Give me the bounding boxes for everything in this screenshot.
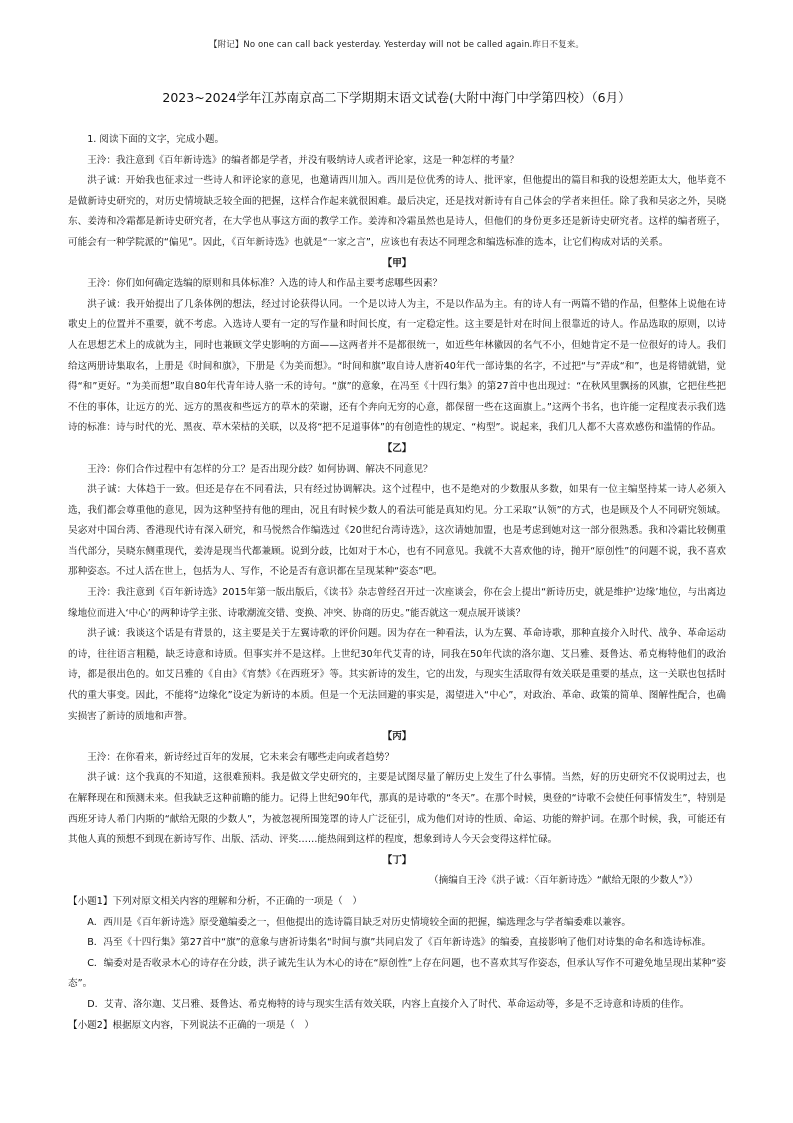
paragraph: 王泠：我注意到《百年新诗选》2015年第一版出版后，《读书》杂志曾经召开过一次座谈会，你在会上提出“新诗历史，就是维护‘边缘’地位，与出离边缘地位而进入‘中心’的两种诗学主张、诗歌潮流交错、变换、冲突、协商的历史。”能否就这一观点展开谈谈？ (68, 587, 726, 619)
paragraph: 王泠：你们如何确定选编的原则和具体标准？入选的诗人和作品主要考虑哪些因素？ (87, 278, 443, 290)
document-body (68, 130, 726, 1036)
section-marker-yi: 【乙】 (382, 442, 412, 454)
option-b: B．冯至《十四行集》第27首中“旗”的意象与唐祈诗集名“时间与旗”共同启发了《百年新诗选》的编委，直接影响了他们对诗集的命名和选诗标准。 (87, 937, 712, 949)
paragraph: 王泠：在你看来，新诗经过百年的发展，它未来会有哪些走向或者趋势？ (87, 751, 395, 763)
section-marker-bing: 【丙】 (382, 731, 412, 743)
page-title: 2023~2024学年江苏南京高二下学期期末语文试卷(大附中海门中学第四校）（6月） (162, 90, 631, 105)
page-header: 【附记】No one can call back yesterday. Yesterday will not be called again.昨日不复来。 (209, 40, 584, 50)
paragraph: 洪子诚：开始我也征求过一些诗人和评论家的意见，也邀请西川加入。西川是位优秀的诗人、批评家，但他提出的篇目和我的设想差距太大，他毕竟不是做新诗史研究的，对历史情境缺乏较全面的把握，这样合作起来就很困难。最后决定，还是找对新诗有自己体会的学者来担任。除了我和吴宓之外，吴晓东、姜涛和冷霜都是新诗史研究者，在大学也从事这方面的教学工作。姜涛和冷霜虽然也是诗人，但他们的身份更多还是新诗史研究者。这样的编者班子，可能会有一种学院派的“偏见”。因此，《百年新诗选》也就是“一家之言”，应该也有表达不同理念和编选标准的选本，让它们构成对话的关系。 (68, 175, 726, 248)
paragraph: 王泠：你们合作过程中有怎样的分工？是否出现分歧？如何协调、解决不同意见？ (87, 463, 433, 475)
question-1: 【小题1】下列对原文相关内容的理解和分析，不正确的一项是（ ） (68, 895, 362, 907)
question-2: 【小题2】根据原文内容，下列说法不正确的一项是（ ） (68, 1019, 314, 1031)
paragraph: 洪子诚：我谈这个话是有背景的，这主要是关于左翼诗歌的评价问题。因为存在一种看法，认为左翼、革命诗歌，那种直接介入时代、战争、革命运动的诗，往往语言粗糙，缺乏诗意和诗质。但事实并不是这样。上世纪30年代艾青的诗，同我在50年代读的洛尔迦、艾吕雅、聂鲁达、希克梅特他们的政治诗，都是很出色的。如艾吕雅的《自由》《宵禁》《在西班牙》等。其实新诗的发生，它的出发，与现实生活取得有效关联是重要的基点，这一关联也包括时代的重大事变。因此，不能将“边缘化”设定为新诗的本质。但是一个无法回避的事实是，渴望进入“中心”，对政治、革命、政策的简单、图解性配合，也确实损害了新诗的质地和声誉。 (68, 628, 726, 722)
section-marker-jia: 【甲】 (382, 257, 412, 269)
option-c: C．编委对是否收录木心的诗存在分歧，洪子诚先生认为木心的诗在“原创性”上存在问题，也不喜欢其写作姿态，但承认写作不可避免地呈现出某种“姿态”。 (68, 957, 726, 990)
source-citation: （摘编自王泠《洪子诚：〈百年新诗选〉“献给无限的少数人”》） (429, 875, 698, 887)
intro-instruction: 1. 阅读下面的文字，完成小题。 (87, 134, 225, 145)
option-d: D．艾青、洛尔迦、艾吕雅、聂鲁达、希克梅特的诗与现实生活有效关联，内容上直接介入了时代、革命运动等，多是不乏诗意和诗质的佳作。 (87, 998, 690, 1010)
option-a: A．西川是《百年新诗选》原受邀编委之一，但他提出的选诗篇目缺乏对历史情境较全面的把握，编选理念与学者编委难以兼容。 (87, 916, 631, 928)
section-marker-ding: 【丁】 (382, 854, 412, 866)
paragraph: 洪子诚：这个我真的不知道，这很难预料。我是做文学史研究的，主要是试图尽量了解历史上发生了什么事情。当然，好的历史研究不仅说明过去，也在解释现在和预测未来。但我缺乏这种前瞻的能力。记得上世纪90年代，那真的是诗歌的“冬天”。在那个时候，奥登的“诗歌不会使任何事情发生”，特别是西班牙诗人希门内斯的“献给无限的少数人”，为被忽视所围笼罩的诗人广泛征引，成为他们对诗的性质、命运、功能的辩护词。在那个时候，我，可能还有其他人真的预想不到现在新诗写作、出版、活动、评奖……能热闹到这样的程度，想象到诗人今天会变得这样忙碌。 (68, 772, 726, 846)
paragraph: 洪子诚：我开始提出了几条体例的想法，经过讨论获得认同。一个是以诗人为主，不是以作品为主。有的诗人有一两篇不错的作品，但整体上说他在诗歌史上的位置并不重要，就不考虑。入选诗人要有一定的写作量和时间长度，有一定稳定性。这主要是针对在时间上很靠近的诗人。作品选取的原则，以诗人在思想艺术上的成就为主，同时也兼顾文学史影响的方面——这两者并不是都很统一，如近些年林徽因的名气不小，但她肯定不是一位很好的诗人。我们给这两册诗集取名，上册是《时间和旗》，下册是《为美而想》。“时间和旗”取自诗人唐祈40年代一部诗集的名字，不过把“与”弄成“和”，也是将错就错，觉得“和”更好。“为美而想”取自80年代青年诗人骆一禾的诗句。“旗”的意象，在冯至《十四行集》的第27首中也出现过：“在秋风里飘扬的风旗，它把住些把不住的事体，让远方的光、远方的黑夜和些远方的草木的荣谢，还有个奔向无穷的心意，都保留一些在这面旗上。”这两个书名，也许能一定程度表示我们选诗的标准：诗与时代的光、黑夜、草木荣枯的关联，以及将“把不足道事体”的有创造性的规定、“构型”。说起来，我们几人都不大喜欢感伤和滥情的作品。 (68, 298, 726, 434)
paragraph: 王泠：我注意到《百年新诗选》的编者都是学者，并没有吸纳诗人或者评论家，这是一种怎样的考量？ (87, 154, 519, 166)
paragraph: 洪子诚：大体趋于一致。但还是存在不同看法，只有经过协调解决。这个过程中，也不是绝对的少数服从多数，如果有一位主编坚持某一诗人必须入选，我们都会尊重他的意见，因为这种坚持有他的理由，况且有时候少数人的看法可能是真知灼见。分工采取“认领”的方式，也是顾及个人不同研究领域。吴宓对中国台湾、香港现代诗有深入研究，和马悦然合作编选过《20世纪台湾诗选》，这次请她加盟，也是考虑到她对这一部分很熟悉。我和冷霜比较侧重当代部分，吴晓东侧重现代，姜涛是现当代都兼顾。说到分歧，比如对于木心，也有不同意见。我就不大喜欢他的诗，抛开“原创性”的问题不说，我不喜欢那种姿态。不过人活在世上，包括为人、写作，不论是否有意识都在呈现某种“姿态”吧。 (68, 484, 726, 578)
